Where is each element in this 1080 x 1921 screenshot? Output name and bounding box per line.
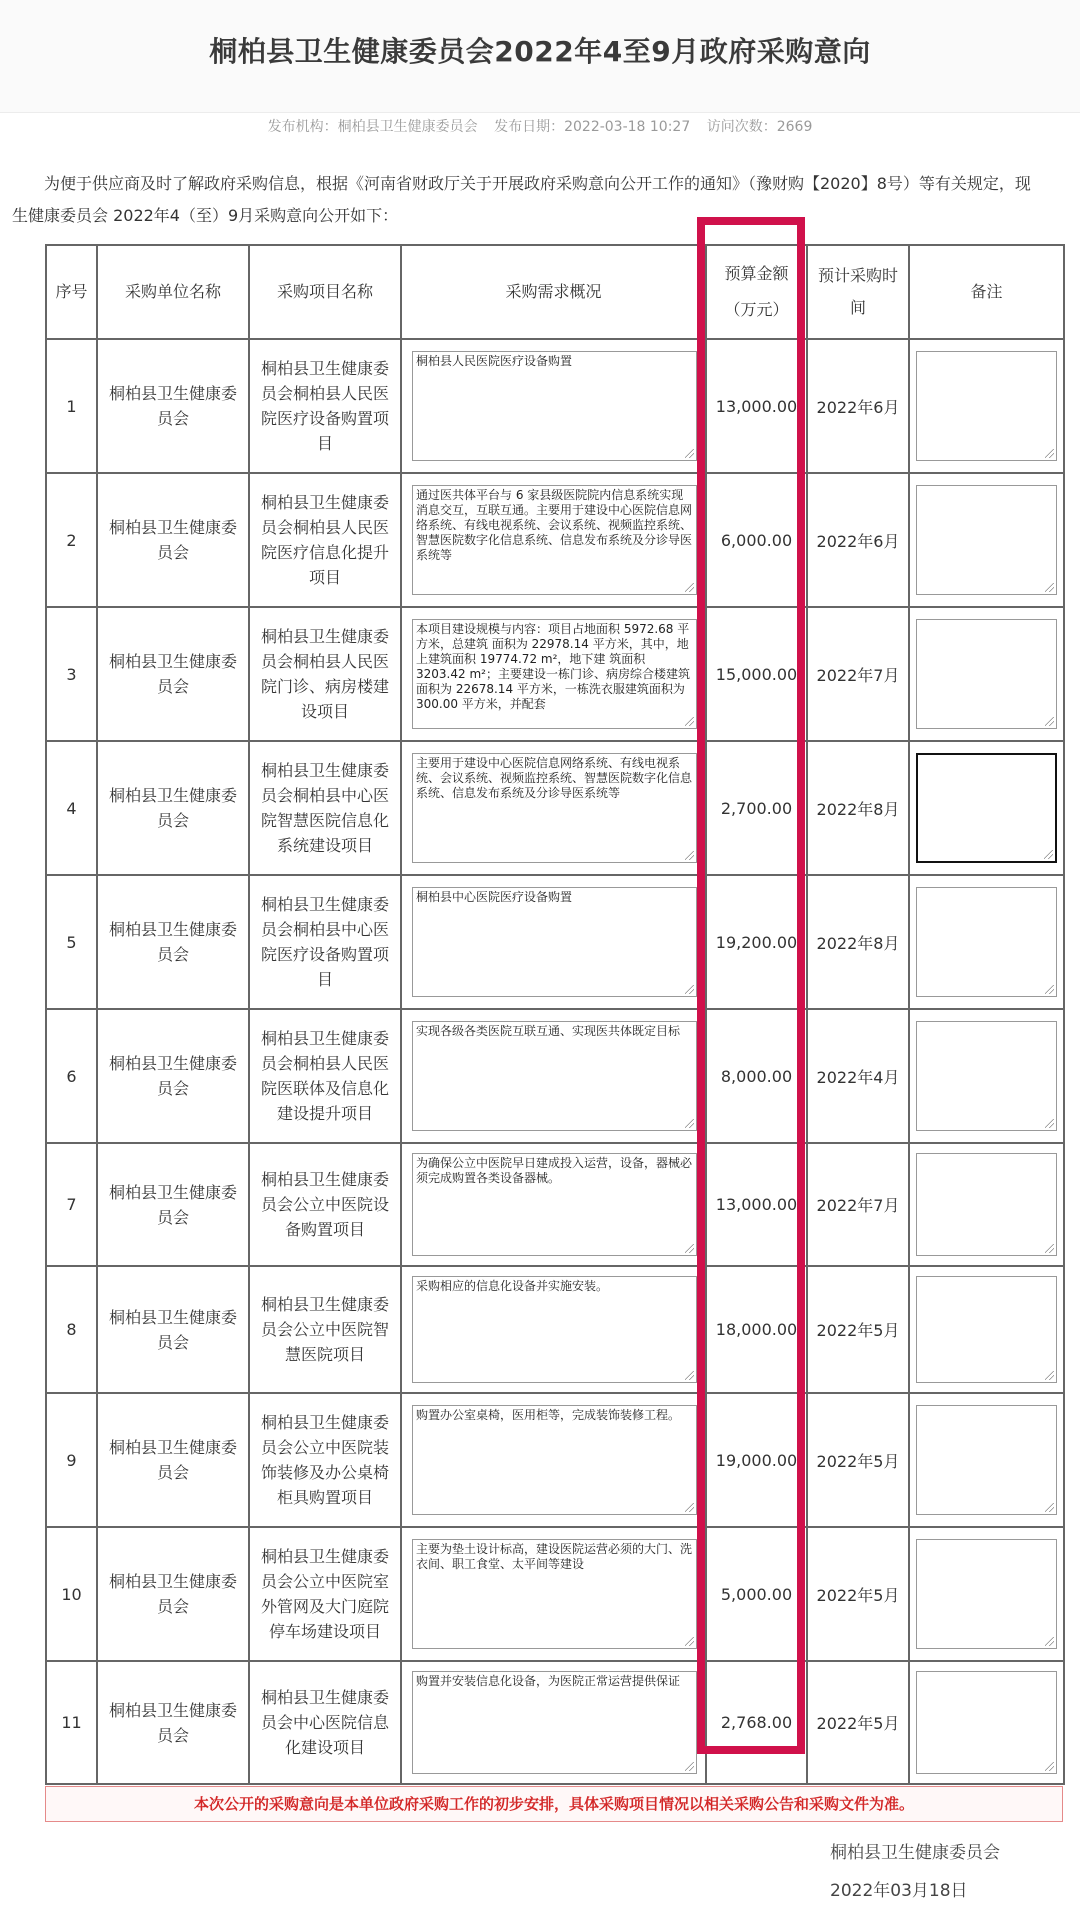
cell-seq: 3 [46, 607, 97, 741]
resize-grip-icon[interactable] [685, 449, 694, 458]
table-row [46, 339, 1064, 473]
cell-demand [401, 1143, 706, 1266]
cell-demand [401, 1661, 706, 1784]
demand-textarea[interactable] [412, 1539, 697, 1649]
cell-note [909, 1661, 1064, 1784]
cell-project: 桐柏县卫生健康委员会桐柏县人民医院医疗信息化提升项目 [249, 473, 401, 607]
cell-unit: 桐柏县卫生健康委员会 [97, 339, 249, 473]
cell-time: 2022年4月 [807, 1009, 909, 1143]
cell-project: 桐柏县卫生健康委员会桐柏县人民医院医疗设备购置项目 [249, 339, 401, 473]
note-textarea[interactable] [916, 887, 1057, 997]
demand-textarea[interactable] [412, 1405, 697, 1515]
cell-note [909, 339, 1064, 473]
note-textarea[interactable] [916, 1405, 1057, 1515]
cell-demand [401, 741, 706, 875]
cell-project: 桐柏县卫生健康委员会桐柏县中心医院智慧医院信息化系统建设项目 [249, 741, 401, 875]
resize-grip-icon[interactable] [1045, 1119, 1054, 1128]
demand-textarea[interactable] [412, 887, 697, 997]
resize-grip-icon[interactable] [685, 1244, 694, 1253]
table-row [46, 1527, 1064, 1661]
cell-project: 桐柏县卫生健康委员会公立中医院设备购置项目 [249, 1143, 401, 1266]
cell-note [909, 1143, 1064, 1266]
cell-unit: 桐柏县卫生健康委员会 [97, 1143, 249, 1266]
header-unit: 采购单位名称 [97, 245, 249, 339]
table-row [46, 1009, 1064, 1143]
resize-grip-icon[interactable] [685, 1503, 694, 1512]
table-row [46, 741, 1064, 875]
cell-project: 桐柏县卫生健康委员会公立中医院室外管网及大门庭院停车场建设项目 [249, 1527, 401, 1661]
cell-seq: 8 [46, 1266, 97, 1393]
cell-seq: 4 [46, 741, 97, 875]
visit-count-meta: 访问次数：2669 [706, 119, 813, 135]
cell-budget: 2,700.00 [706, 741, 807, 875]
resize-grip-icon[interactable] [685, 717, 694, 726]
cell-budget: 15,000.00 [706, 607, 807, 741]
cell-budget: 5,000.00 [706, 1527, 807, 1661]
resize-grip-icon[interactable] [1045, 985, 1054, 994]
cell-time: 2022年7月 [807, 607, 909, 741]
cell-note [909, 875, 1064, 1009]
cell-unit: 桐柏县卫生健康委员会 [97, 1266, 249, 1393]
intro-line-1: 为便于供应商及时了解政府采购信息，根据《河南省财政厅关于开展政府采购意向公开工作的通知》（豫财购【2020】8号）等有关规定，现 [44, 174, 1031, 193]
cell-unit: 桐柏县卫生健康委员会 [97, 1009, 249, 1143]
note-textarea[interactable] [916, 1021, 1057, 1131]
header-seq: 序号 [46, 245, 97, 339]
demand-text: 桐柏县人民医院医疗设备购置 [416, 354, 573, 368]
cell-seq: 6 [46, 1009, 97, 1143]
header-budget-line2: （万元） [724, 300, 789, 319]
cell-unit: 桐柏县卫生健康委员会 [97, 1393, 249, 1527]
cell-seq: 5 [46, 875, 97, 1009]
cell-budget: 13,000.00 [706, 339, 807, 473]
cell-time: 2022年5月 [807, 1661, 909, 1784]
cell-unit: 桐柏县卫生健康委员会 [97, 1661, 249, 1784]
resize-grip-icon[interactable] [1045, 1244, 1054, 1253]
cell-demand [401, 607, 706, 741]
table-row [46, 1393, 1064, 1527]
resize-grip-icon[interactable] [685, 1637, 694, 1646]
cell-project: 桐柏县卫生健康委员会桐柏县人民医院医联体及信息化建设提升项目 [249, 1009, 401, 1143]
cell-unit: 桐柏县卫生健康委员会 [97, 1527, 249, 1661]
note-textarea[interactable] [916, 485, 1057, 595]
resize-grip-icon[interactable] [1045, 449, 1054, 458]
cell-unit: 桐柏县卫生健康委员会 [97, 473, 249, 607]
demand-text: 主要用于建设中心医院信息网络系统、有线电视系统、会议系统、视频监控系统、智慧医院数字化信息系统、信息发布系统及分诊导医系统等 [416, 756, 693, 800]
header-budget-line1: 预算金额 [724, 264, 789, 283]
header-time: 预计采购时间 [807, 245, 909, 339]
cell-seq: 10 [46, 1527, 97, 1661]
resize-grip-icon[interactable] [1045, 583, 1054, 592]
table-row [46, 1661, 1064, 1784]
cell-budget: 2,768.00 [706, 1661, 807, 1784]
procurement-table [45, 244, 1065, 1785]
cell-project: 桐柏县卫生健康委员会中心医院信息化建设项目 [249, 1661, 401, 1784]
cell-time: 2022年6月 [807, 473, 909, 607]
cell-time: 2022年7月 [807, 1143, 909, 1266]
note-textarea[interactable] [916, 1671, 1057, 1774]
cell-time: 2022年6月 [807, 339, 909, 473]
cell-time: 2022年8月 [807, 741, 909, 875]
cell-demand [401, 875, 706, 1009]
header-project: 采购项目名称 [249, 245, 401, 339]
resize-grip-icon[interactable] [685, 985, 694, 994]
table-header-row [46, 245, 1064, 339]
resize-grip-icon[interactable] [1045, 1503, 1054, 1512]
cell-budget: 19,200.00 [706, 875, 807, 1009]
note-textarea[interactable] [916, 753, 1057, 863]
cell-time: 2022年5月 [807, 1393, 909, 1527]
header-budget [706, 245, 807, 339]
cell-note [909, 1527, 1064, 1661]
cell-unit: 桐柏县卫生健康委员会 [97, 607, 249, 741]
demand-textarea[interactable] [412, 619, 697, 729]
cell-project: 桐柏县卫生健康委员会桐柏县人民医院门诊、病房楼建设项目 [249, 607, 401, 741]
cell-seq: 2 [46, 473, 97, 607]
resize-grip-icon[interactable] [1045, 1637, 1054, 1646]
signature-date: 2022年03月18日 [830, 1881, 968, 1901]
cell-demand [401, 1527, 706, 1661]
cell-time: 2022年5月 [807, 1266, 909, 1393]
cell-budget: 19,000.00 [706, 1393, 807, 1527]
table-row [46, 607, 1064, 741]
note-textarea[interactable] [916, 1153, 1057, 1256]
cell-demand [401, 473, 706, 607]
page-title: 桐柏县卫生健康委员会2022年4至9月政府采购意向 [209, 35, 871, 68]
resize-grip-icon[interactable] [1045, 1371, 1054, 1380]
demand-text: 实现各级各类医院互联互通、实现医共体既定目标 [416, 1024, 681, 1038]
table-row [46, 1143, 1064, 1266]
resize-grip-icon[interactable] [685, 1371, 694, 1380]
cell-note [909, 741, 1064, 875]
resize-grip-icon[interactable] [1044, 850, 1053, 859]
note-textarea[interactable] [916, 619, 1057, 729]
cell-demand [401, 339, 706, 473]
cell-unit: 桐柏县卫生健康委员会 [97, 875, 249, 1009]
cell-note [909, 607, 1064, 741]
demand-textarea[interactable] [412, 485, 697, 595]
publish-date-meta: 发布日期：2022-03-18 10:27 [494, 119, 691, 135]
cell-seq: 9 [46, 1393, 97, 1527]
publisher-meta: 发布机构：桐柏县卫生健康委员会 [267, 119, 478, 135]
demand-text: 主要为垫土设计标高，建设医院运营必须的大门、洗衣间、职工食堂、太平间等建设 [416, 1542, 693, 1571]
demand-text: 桐柏县中心医院医疗设备购置 [416, 890, 573, 904]
resize-grip-icon[interactable] [685, 1119, 694, 1128]
demand-textarea[interactable] [412, 1153, 697, 1256]
demand-textarea[interactable] [412, 1276, 697, 1383]
cell-project: 桐柏县卫生健康委员会公立中医院装饰装修及办公桌椅柜具购置项目 [249, 1393, 401, 1527]
header-note: 备注 [909, 245, 1064, 339]
demand-text: 购置并安装信息化设备，为医院正常运营提供保证 [416, 1674, 681, 1688]
demand-text: 通过医共体平台与 6 家县级医院院内信息系统实现消息交互，互联互通。主要用于建设中心医院信息网络系统、有线电视系统、会议系统、视频监控系统、智慧医院数字化信息系统、信息发布系统及分诊导医系统等 [416, 488, 693, 562]
cell-note [909, 1009, 1064, 1143]
cell-seq: 11 [46, 1661, 97, 1784]
cell-budget: 8,000.00 [706, 1009, 807, 1143]
article-meta [0, 116, 1080, 136]
resize-grip-icon[interactable] [685, 1762, 694, 1771]
cell-demand [401, 1393, 706, 1527]
resize-grip-icon[interactable] [685, 583, 694, 592]
cell-budget: 13,000.00 [706, 1143, 807, 1266]
demand-text: 购置办公室桌椅，医用柜等，完成装饰装修工程。 [416, 1408, 681, 1422]
note-textarea[interactable] [916, 351, 1057, 461]
table-row [46, 1266, 1064, 1393]
demand-text: 为确保公立中医院早日建成投入运营，设备，器械必须完成购置各类设备器械。 [416, 1156, 693, 1185]
signature-org: 桐柏县卫生健康委员会 [830, 1843, 1000, 1863]
header-demand: 采购需求概况 [401, 245, 706, 339]
cell-project: 桐柏县卫生健康委员会公立中医院智慧医院项目 [249, 1266, 401, 1393]
cell-project: 桐柏县卫生健康委员会桐柏县中心医院医疗设备购置项目 [249, 875, 401, 1009]
resize-grip-icon[interactable] [685, 851, 694, 860]
intro-line-2: 生健康委员会 2022年4（至）9月采购意向公开如下： [12, 206, 399, 225]
cell-time: 2022年8月 [807, 875, 909, 1009]
resize-grip-icon[interactable] [1045, 1762, 1054, 1771]
note-textarea[interactable] [916, 1539, 1057, 1649]
cell-budget: 18,000.00 [706, 1266, 807, 1393]
demand-textarea[interactable] [412, 351, 697, 461]
cell-note [909, 1393, 1064, 1527]
demand-text: 本项目建设规模与内容：项目占地面积 5972.68 平方米，总建筑 面积为 22978.14 平方米，其中，地上建筑面积 19774.72 m²，地下建 筑面积 3203.42 m²；主要建设一栋门诊、病房综合楼建筑面积为 22678.14 平方米，一栋洗衣服建筑面积为 300.00 平方米，并配套 [416, 622, 690, 711]
cell-demand [401, 1009, 706, 1143]
cell-time: 2022年5月 [807, 1527, 909, 1661]
table-row [46, 875, 1064, 1009]
cell-note [909, 1266, 1064, 1393]
cell-demand [401, 1266, 706, 1393]
cell-seq: 7 [46, 1143, 97, 1266]
intro-paragraph [12, 168, 1080, 232]
disclaimer-notice: 本次公开的采购意向是本单位政府采购工作的初步安排，具体采购项目情况以相关采购公告和采购文件为准。 [45, 1786, 1063, 1822]
demand-textarea[interactable] [412, 1021, 697, 1131]
demand-textarea[interactable] [412, 753, 697, 863]
cell-budget: 6,000.00 [706, 473, 807, 607]
cell-seq: 1 [46, 339, 97, 473]
demand-text: 采购相应的信息化设备并实施安装。 [416, 1279, 609, 1293]
demand-textarea[interactable] [412, 1671, 697, 1774]
resize-grip-icon[interactable] [1045, 717, 1054, 726]
cell-unit: 桐柏县卫生健康委员会 [97, 741, 249, 875]
table-row [46, 473, 1064, 607]
note-textarea[interactable] [916, 1276, 1057, 1383]
cell-note [909, 473, 1064, 607]
